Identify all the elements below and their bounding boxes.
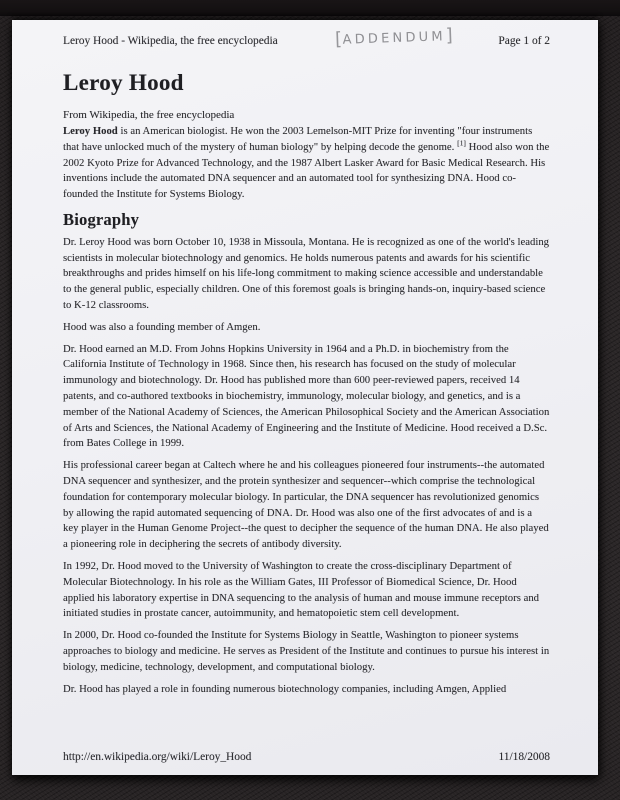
lead-text-after-ref: Hood also won the 2002 Kyoto Prize for Advanced Technology, and the 1987 Albert Lasker Award for Basic Medical Research. His inventions include the automated DNA sequencer and an automated tool for synthesizing DNA. Hood co-founded the Institute for Systems Biology. [63,141,550,201]
footer-url: http://en.wikipedia.org/wiki/Leroy_Hood [63,751,252,763]
biography-paragraph-5: In 1992, Dr. Hood moved to the University of Washington to create the cross-disciplinary Department of Molecular Biotechnology. In his role as the William Gates, III Professor of Biomedical Science, Dr. Hood applied his laboratory expertise in DNA sequencing to the analysis of human and mouse immune receptors and initiated studies in prostate cancer, autoimmunity, and hematopoietic stem cell development. [63,560,540,620]
scanner-shadow-band [0,0,620,16]
biography-paragraph-7: Dr. Hood has played a role in founding numerous biotechnology companies, including Amgen, Applied [63,683,507,695]
lead-paragraph [63,124,550,203]
section-heading-biography: Biography [63,209,140,229]
biography-paragraph-1: Dr. Leroy Hood was born October 10, 1938 in Missoula, Montana. He is recognized as one of the world's leading scientists in molecular biotechnology and genomics. He holds numerous patents and awards for his scientific breakthroughs and prides himself on his life-long commitment to making science accessible and understandable to the general public, especially children. One of this foremost goals is bringing hands-on, inquiry-based science to K-12 classrooms. [63,236,550,311]
article-title: Leroy Hood [63,70,184,95]
lead-text-before-ref: is an American biologist. He won the 2003 Lemelson-MIT Prize for inventing "four instruments that have unlocked much of the mystery of human biology" by helping decode the genome. [63,126,533,153]
article-body [63,124,550,703]
header-document-title: Leroy Hood - Wikipedia, the free encyclopedia [63,35,278,47]
annotation-text: ADDENDUM [342,29,447,48]
biography-paragraph-3: Dr. Hood earned an M.D. From Johns Hopkins University in 1964 and a Ph.D. in biochemistry from the California Institute of Technology in 1968. Since then, his research has focused on the study of molecular immunology and biotechnology. Dr. Hood has published more than 600 peer-reviewed papers, received 14 patents, and co-authored textbooks in biochemistry, immunology, molecular biology, and genetics, and is a member of the National Academy of Sciences, the American Philosophical Society and the American Association of Arts and Sciences, the National Academy of Engineering and the Institute of Medicine. Hood received a D.Sc. from Bates College in 1999. [63,343,550,450]
addendum-annotation [335,24,454,49]
annotation-bracket-right: ] [445,24,454,47]
annotation-bracket-left: [ [334,28,343,51]
reference-marker: [1] [457,138,466,148]
page-footer [63,751,550,763]
biography-paragraph-4: His professional career began at Caltech where he and his colleagues pioneered four instruments--the automated DNA sequencer and synthesizer, and the protein synthesizer and sequencer--which comprise the technological foundation for contemporary molecular biology. In particular, the DNA sequencer has revolutionized genomics by allowing the rapid automated sequencing of DNA. Dr. Hood was also one of the first advocates of and is a key player in the Human Genome Project--the quest to decipher the sequence of the human DNA. He also played a pioneering role in deciphering the secrets of antibody diversity. [63,460,549,551]
document-page [12,20,598,775]
page-number: Page 1 of 2 [498,35,550,47]
article-subtitle: From Wikipedia, the free encyclopedia [63,109,235,121]
lead-subject-name: Leroy Hood [63,126,118,137]
footer-date: 11/18/2008 [498,751,550,763]
biography-paragraph-2: Hood was also a founding member of Amgen. [63,321,261,333]
page-header [63,35,550,47]
biography-paragraph-6: In 2000, Dr. Hood co-founded the Institute for Systems Biology in Seattle, Washington to pioneer systems approaches to biology and medicine. He serves as President of the Institute and continues to pursue his interest in biology, medicine, technology, development, and computational biology. [63,630,550,673]
